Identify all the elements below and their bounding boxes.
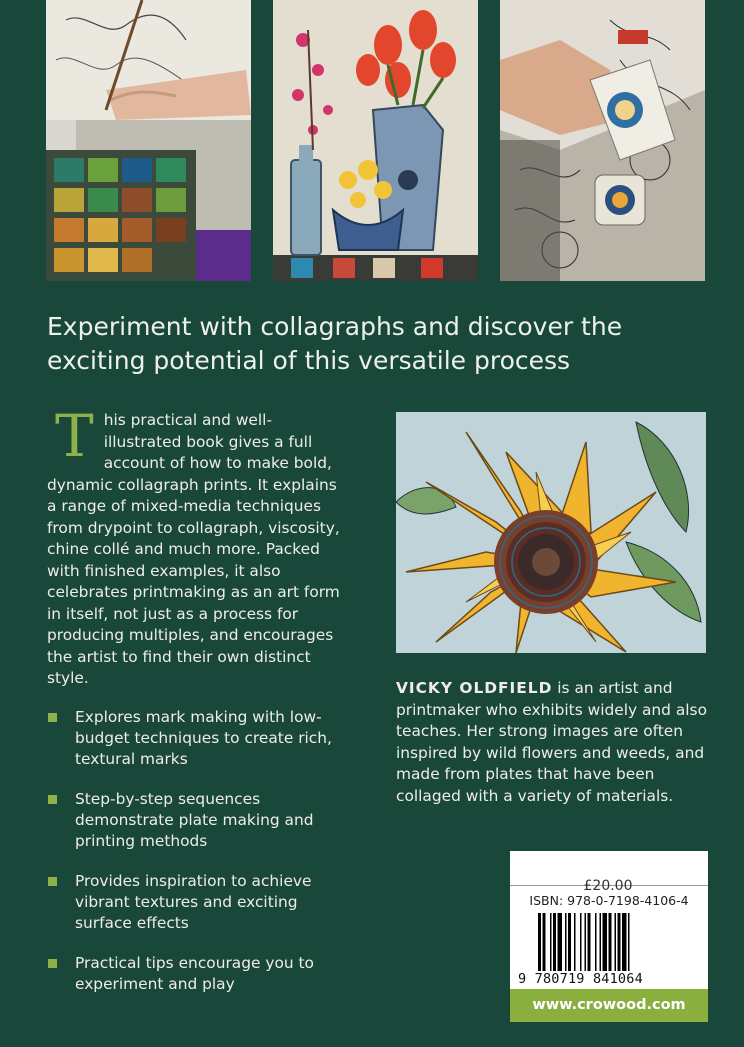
barcode-bar — [588, 913, 591, 971]
barcode-panel — [510, 851, 708, 1022]
author-bio-text: is an artist and printmaker who exhibits widely and also teaches. Her strong images are often inspired by wild flowers and weeds, and made from plates that have been collaged with a variety of materials. — [396, 679, 707, 805]
feature-item — [47, 707, 357, 770]
photo-painting-hand — [46, 0, 251, 281]
barcode-bar — [622, 913, 627, 971]
feature-text: Practical tips encourage you to experiment and play — [75, 954, 314, 993]
barcode-bar — [538, 913, 541, 971]
barcode-bar — [615, 913, 617, 971]
photo-flower-still-life — [273, 0, 478, 281]
author-bio — [396, 678, 708, 807]
barcode-bar — [543, 913, 546, 971]
barcode-bar — [618, 913, 621, 971]
barcode-bar — [585, 913, 587, 971]
price-area — [510, 851, 708, 894]
bullet-square-icon — [48, 713, 57, 722]
barcode-bar — [595, 913, 597, 971]
barcode-bar — [558, 913, 563, 971]
photo-collage-plate — [500, 0, 705, 281]
barcode-digits: 9 780719 841064 — [518, 971, 643, 987]
barcode-bar — [553, 913, 556, 971]
barcode-bar — [603, 913, 608, 971]
isbn-text: ISBN: 978-0-7198-4106-4 — [529, 893, 689, 908]
intro-text: his practical and well-illustrated book gives a full account of how to make bold, dynamic collagraph prints. It explains a range of mixed-media techniques from drypoint to collagraph, viscosity, chine collé and much more. Packed with finished examples, it also celebrates printmaking as an art form in itself, not just as a process for producing multiples, and encourages the artist to find their own distinct style. — [47, 411, 340, 687]
barcode-bar — [600, 913, 602, 971]
feature-list — [47, 707, 357, 1014]
intro-dropcap: T — [55, 402, 94, 470]
barcode-bar — [628, 913, 630, 971]
feature-text: Explores mark making with low-budget techniques to create rich, textural marks — [75, 708, 332, 768]
barcode-bar — [550, 913, 552, 971]
sunflower-artwork — [396, 412, 706, 653]
feature-item — [47, 789, 357, 852]
tagline: Experiment with collagraphs and discover the exciting potential of this versatile process — [47, 312, 623, 375]
barcode-graphic — [538, 913, 680, 971]
feature-item — [47, 953, 357, 995]
feature-text: Provides inspiration to achieve vibrant textures and exciting surface effects — [75, 872, 312, 932]
price-label: £20.00 — [583, 878, 633, 894]
website-link[interactable]: www.crowood.com — [510, 989, 708, 1022]
bullet-square-icon — [48, 959, 57, 968]
author-name: VICKY OLDFIELD — [396, 679, 553, 697]
intro-paragraph — [47, 402, 347, 690]
barcode-bar — [565, 913, 567, 971]
bullet-square-icon — [48, 877, 57, 886]
bullet-square-icon — [48, 795, 57, 804]
feature-text: Step-by-step sequences demonstrate plate making and printing methods — [75, 790, 314, 850]
barcode-bar — [609, 913, 612, 971]
barcode-bar — [574, 913, 576, 971]
feature-item — [47, 871, 357, 934]
barcode-bar — [580, 913, 582, 971]
barcode-bar — [568, 913, 571, 971]
